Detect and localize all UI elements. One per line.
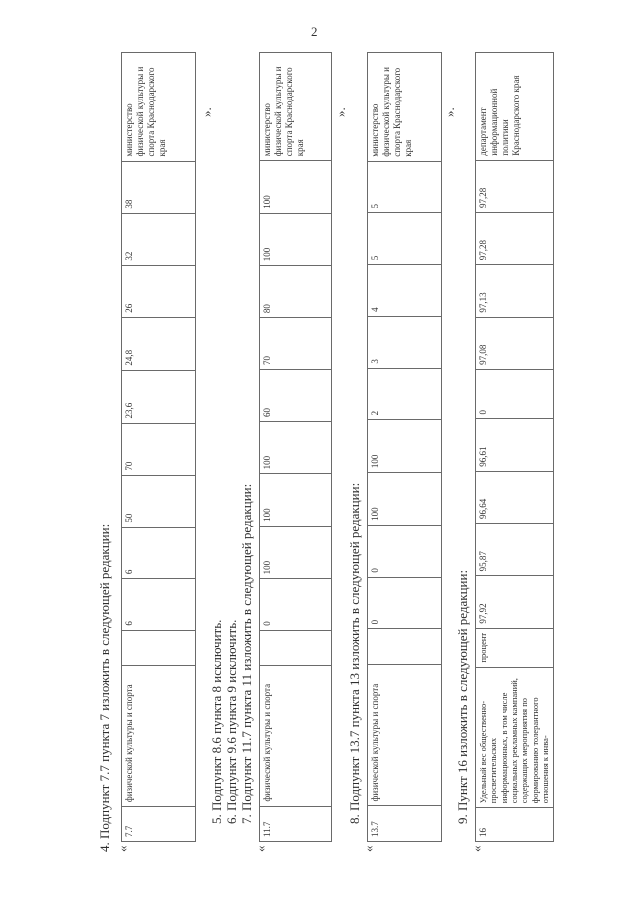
value-cell: 80 [260,266,332,318]
responsible-body: министерство физической культуры и спорта Краснодарского края [260,53,332,161]
value-cell: 70 [260,318,332,370]
unit-cell [260,630,332,665]
value-cell: 95,87 [476,524,554,576]
row-number: 13.7 [368,806,442,842]
value-cell: 100 [260,526,332,578]
amendment-table-13-7 [367,52,442,842]
row-number: 7.7 [122,807,196,842]
value-cell: 38 [122,161,196,213]
value-cell: 0 [260,579,332,630]
responsible-body: департамент информационной политики Краснодарского края [476,53,554,161]
table-3-open-quote: « [361,845,376,852]
value-cell: 60 [260,370,332,422]
value-cell: 0 [368,525,442,577]
value-cell: 100 [368,473,442,526]
indicator-name: физической культуры и спорта [122,665,196,806]
value-cell: 96,61 [476,419,554,471]
value-cell: 26 [122,265,196,317]
table-1-open-quote: « [115,845,130,852]
unit-cell [122,630,196,665]
value-cell: 0 [368,577,442,629]
table-3-close-quote: ». [442,107,457,117]
unit-cell [368,629,442,664]
table-2-close-quote: ». [333,107,348,117]
indicator-name: физической культуры и спорта [368,664,442,806]
indicator-name: Удельный вес общественно-просветительских информационных, в том числе социальных рекламных кампаний, содержащих мероприятия по формированию толерантного отношения к инва- [476,667,554,808]
value-cell: 23,6 [122,370,196,423]
value-cell: 96,64 [476,471,554,523]
responsible-body: министерство физической культуры и спорта Краснодарского края [122,53,196,162]
value-cell: 97,92 [476,576,554,628]
value-cell: 5 [368,161,442,213]
rotated-page-content [95,52,551,852]
value-cell: 97,08 [476,317,554,369]
value-cell: 97,28 [476,160,554,212]
value-cell: 70 [122,423,196,475]
table-4-open-quote: « [469,845,484,852]
value-cell: 32 [122,213,196,265]
value-cell: 100 [260,213,332,265]
amendment-table-11-7 [259,52,332,842]
item-9-text: 9. Пункт 16 изложить в следующей редакции: [455,569,470,824]
value-cell: 6 [122,579,196,630]
page-number: 2 [311,24,318,39]
row-number: 11.7 [260,806,332,841]
item-4-text: 4. Подпункт 7.7 пункта 7 изложить в следующей редакции: [97,523,112,852]
value-cell: 100 [260,474,332,526]
responsible-body: министерство физической культуры и спорта Краснодарского края [368,53,442,162]
value-cell: 6 [122,527,196,578]
indicator-name: физической культуры и спорта [260,665,332,806]
table-1-close-quote: ». [199,107,214,117]
item-8-text: 8. Подпункт 13.7 пункта 13 изложить в следующей редакции: [347,482,362,824]
value-cell: 100 [260,421,332,473]
item-7-text: 7. Подпункт 11.7 пункта 11 изложить в следующей редакции: [239,483,254,824]
value-cell: 24,8 [122,317,196,370]
table-2-open-quote: « [253,845,268,852]
value-cell: 97,28 [476,213,554,265]
value-cell: 2 [368,368,442,420]
item-6-text: 6. Подпункт 9.6 пункта 9 исключить. [224,619,239,824]
amendment-table-16 [475,52,554,842]
value-cell: 100 [368,420,442,473]
amendment-table-7-7 [121,52,196,842]
value-cell: 100 [260,161,332,213]
value-cell: 97,13 [476,265,554,317]
value-cell: 4 [368,265,442,317]
value-cell: 3 [368,316,442,368]
value-cell: 0 [476,369,554,419]
item-5-text: 5. Подпункт 8.6 пункта 8 исключить. [209,619,224,824]
value-cell: 50 [122,475,196,527]
value-cell: 5 [368,213,442,265]
row-number: 16 [476,808,554,842]
unit-cell: процент [476,628,554,667]
